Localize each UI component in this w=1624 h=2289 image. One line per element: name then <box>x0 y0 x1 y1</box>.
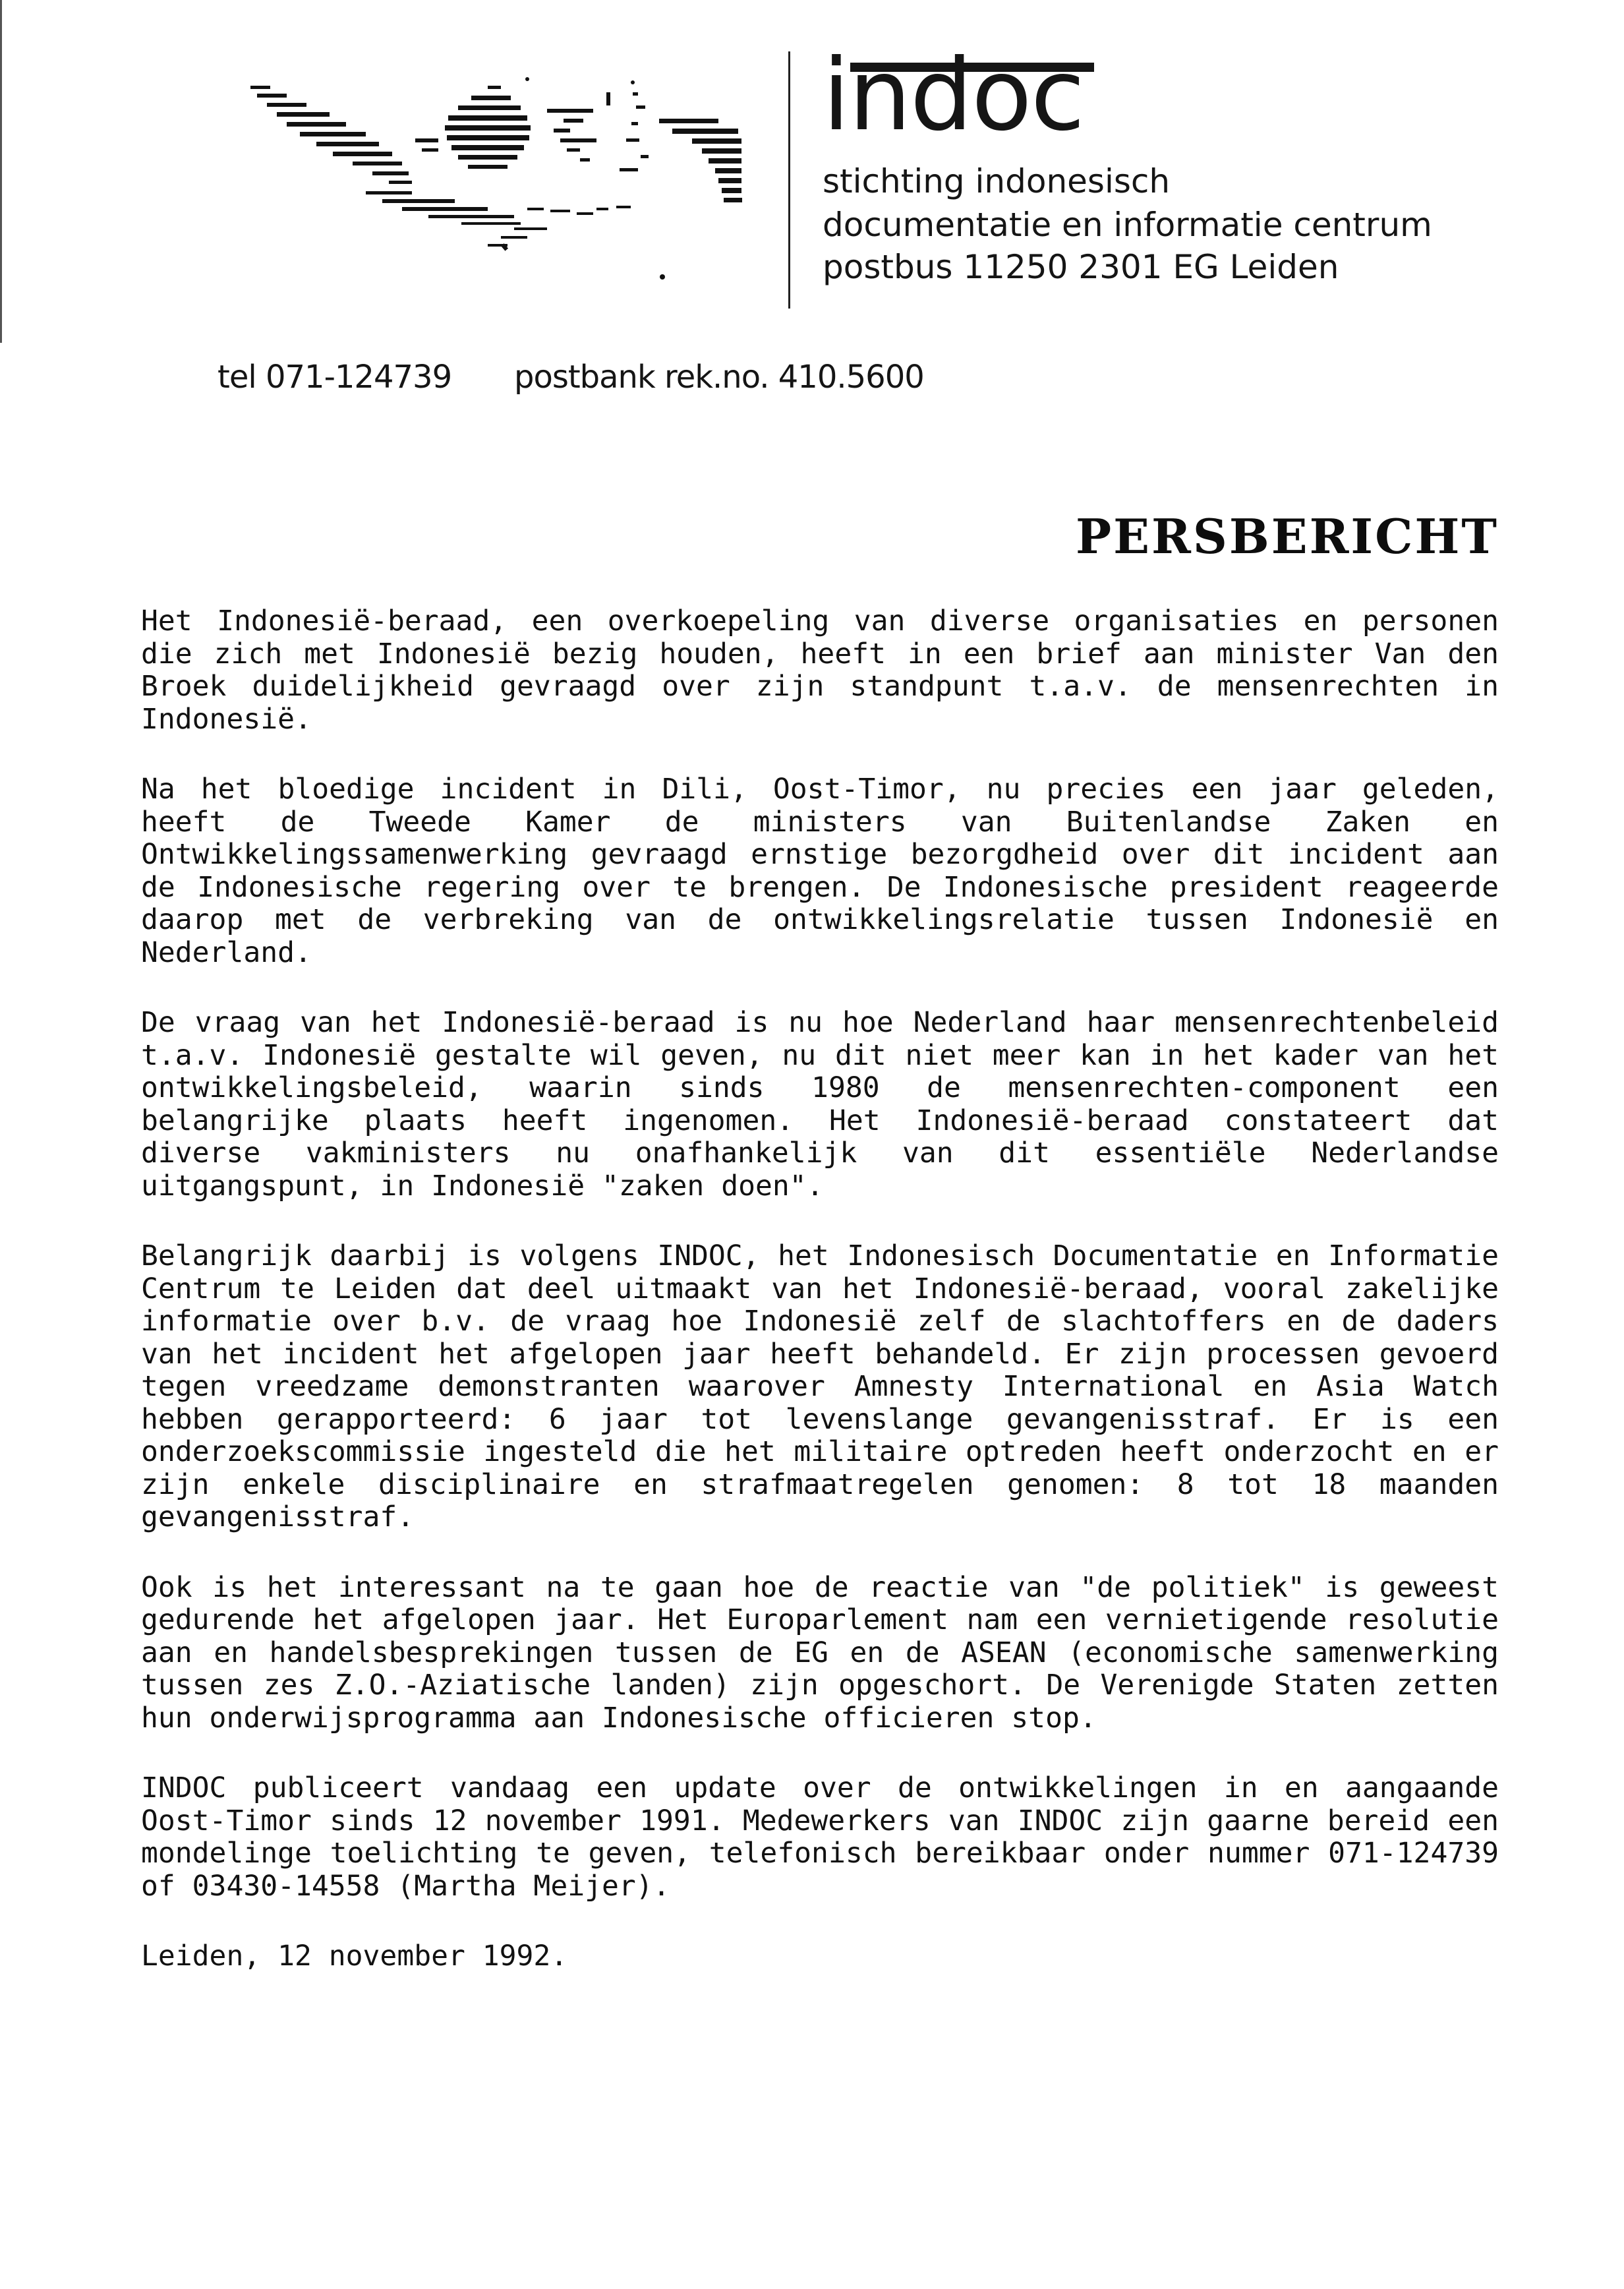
body-paragraph: Belangrijk daarbij is volgens INDOC, het Indonesisch Documentatie en Informatie Centrum te Leiden dat deel uitmaakt van het Indonesië-beraad, vooral zakelijke informatie over b.v. de vraag hoe Indonesië zelf de slachtoffers en de daders van het incident het afgelopen jaar heeft behandeld. Er zijn processen gevoerd tegen vreedzame demonstranten waarover Amnesty International en Asia Watch hebben gerapporteerd: 6 jaar tot levenslange gevangenisstraf. Er is een onderzoekscommissie ingesteld die het militaire optreden heeft onderzocht en er zijn enkele disciplinaire en strafmaatregelen genomen: 8 tot 18 maanden gevangenisstraf. <box>141 1239 1499 1533</box>
org-name-line: stichting indonesisch <box>823 162 1171 200</box>
body-paragraph: INDOC publiceert vandaag een update over de ontwikkelingen in en aangaande Oost-Timor sinds 12 november 1991. Medewerkers van INDOC zijn gaarne bereid een mondelinge toelichting te geven, telefonisch bereikbaar onder nummer 071-124739 of 03430-14558 (Martha Meijer). <box>141 1771 1499 1903</box>
brand-logo-text: indoc <box>823 38 1084 153</box>
body-paragraph: Het Indonesië-beraad, een overkoepeling van diverse organisaties en personen die zich met Indonesië bezig houden, heeft in een brief aan minister Van den Broek duidelijkheid gevraagd over zijn standpunt t.a.v. de mensenrechten in Indonesië. <box>141 605 1499 736</box>
letterhead-divider <box>788 51 790 309</box>
indonesia-archipelago-map-icon <box>237 59 765 297</box>
org-address-line: postbus 11250 2301 EG Leiden <box>823 248 1339 286</box>
bank-account-number: postbank rek.no. 410.5600 <box>514 359 924 396</box>
page-edge-line <box>0 0 2 343</box>
body-paragraph: Na het bloedige incident in Dili, Oost-Timor, nu precies een jaar geleden, heeft de Tweede Kamer de ministers van Buitenlandse Zaken en Ontwikkelingssamenwerking gevraagd ernstige bezorgdheid over dit incident aan de Indonesische regering over te brengen. De Indonesische president reageerde daarop met de verbreking van de ontwikkelingsrelatie tussen Indonesië en Nederland. <box>141 773 1499 969</box>
body-paragraph: Ook is het interessant na te gaan hoe de reactie van "de politiek" is geweest gedurende het afgelopen jaar. Het Europarlement nam een vernietigende resolutie aan en handelsbesprekingen tussen de EG en de ASEAN (economische samenwerking tussen zes Z.O.-Aziatische landen) zijn opgeschort. De Verenigde Staten zetten hun onderwijsprogramma aan Indonesische officieren stop. <box>141 1570 1499 1735</box>
place-and-date: Leiden, 12 november 1992. <box>141 1940 568 1973</box>
body-paragraph: De vraag van het Indonesië-beraad is nu hoe Nederland haar mensenrechtenbeleid t.a.v. Indonesië gestalte wil geven, nu dit niet meer kan in het kader van het ontwikkelingsbeleid, waarin sinds 1980 de mensenrechten-component een belangrijke plaats heeft ingenomen. Het Indonesië-beraad constateert dat diverse vakministers nu onafhankelijk van dit essentiële Nederlandse uitgangspunt, in Indonesië "zaken doen". <box>141 1006 1499 1203</box>
document-body <box>141 605 1499 1973</box>
telephone-number: tel 071-124739 <box>218 359 452 396</box>
org-name-line: documentatie en informatie centrum <box>823 206 1432 244</box>
document-headline: PERSBERICHT <box>1075 508 1499 564</box>
